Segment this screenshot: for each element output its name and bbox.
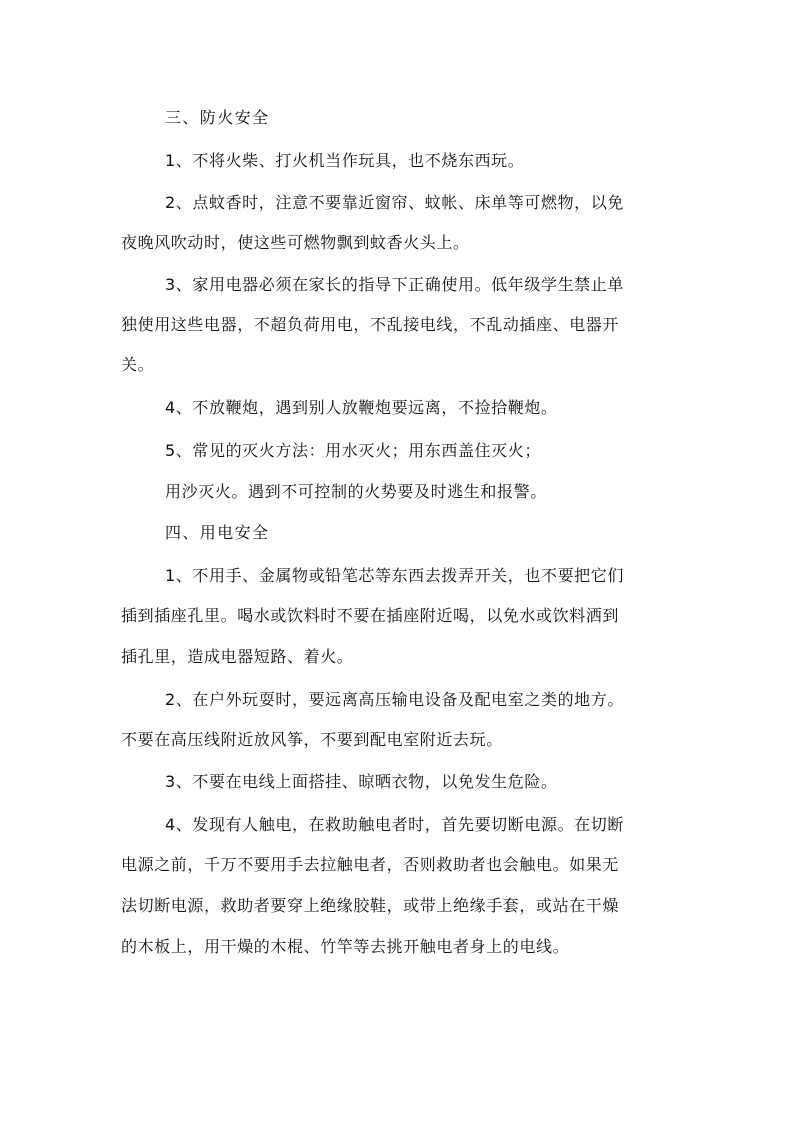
paragraph-line: 5、常见的灭火方法：用水灭火；用东西盖住灭火； [165, 441, 541, 460]
section-heading-electrical-safety: 四、用电安全 [165, 523, 270, 542]
paragraph-line: 2、点蚊香时，注意不要靠近窗帘、蚊帐、床单等可燃物，以免 [165, 193, 624, 212]
paragraph-line: 4、不放鞭炮，遇到别人放鞭炮要远离，不捡拾鞭炮。 [165, 398, 558, 417]
paragraph-line: 3、家用电器必须在家长的指导下正确使用。低年级学生禁止单 [165, 275, 624, 294]
paragraph-line: 不要在高压线附近放风筝，不要到配电室附近去玩。 [121, 730, 503, 749]
paragraph-line: 插孔里，造成电器短路、着火。 [121, 647, 354, 666]
paragraph-line: 夜晚风吹动时，使这些可燃物飘到蚊香火头上。 [121, 233, 470, 252]
paragraph-line: 关。 [121, 355, 155, 374]
paragraph-line: 4、发现有人触电，在救助触电者时，首先要切断电源。在切断 [165, 815, 624, 834]
paragraph-line: 1、不将火柴、打火机当作玩具，也不烧东西玩。 [165, 151, 525, 170]
paragraph-line: 2、在户外玩耍时，要远离高压输电设备及配电室之类的地方。 [165, 690, 624, 709]
paragraph-line: 3、不要在电线上面搭挂、晾晒衣物，以免发生危险。 [165, 772, 558, 791]
section-heading-fire-safety: 三、防火安全 [165, 108, 270, 127]
paragraph-line: 电源之前，千万不要用手去拉触电者，否则救助者也会触电。如果无 [121, 855, 620, 874]
paragraph-line: 插到插座孔里。喝水或饮料时不要在插座附近喝，以免水或饮料洒到 [121, 606, 620, 625]
paragraph-line: 1、不用手、金属物或铅笔芯等东西去拨弄开关，也不要把它们 [165, 566, 624, 585]
paragraph-line: 法切断电源，救助者要穿上绝缘胶鞋，或带上绝缘手套，或站在干燥 [121, 896, 620, 915]
paragraph-line: 独使用这些电器，不超负荷用电，不乱接电线，不乱动插座、电器开 [121, 315, 620, 334]
paragraph-line: 的木板上，用干燥的木棍、竹竿等去挑开触电者身上的电线。 [121, 937, 570, 956]
paragraph-line: 用沙灭火。遇到不可控制的火势要及时逃生和报警。 [165, 482, 547, 501]
